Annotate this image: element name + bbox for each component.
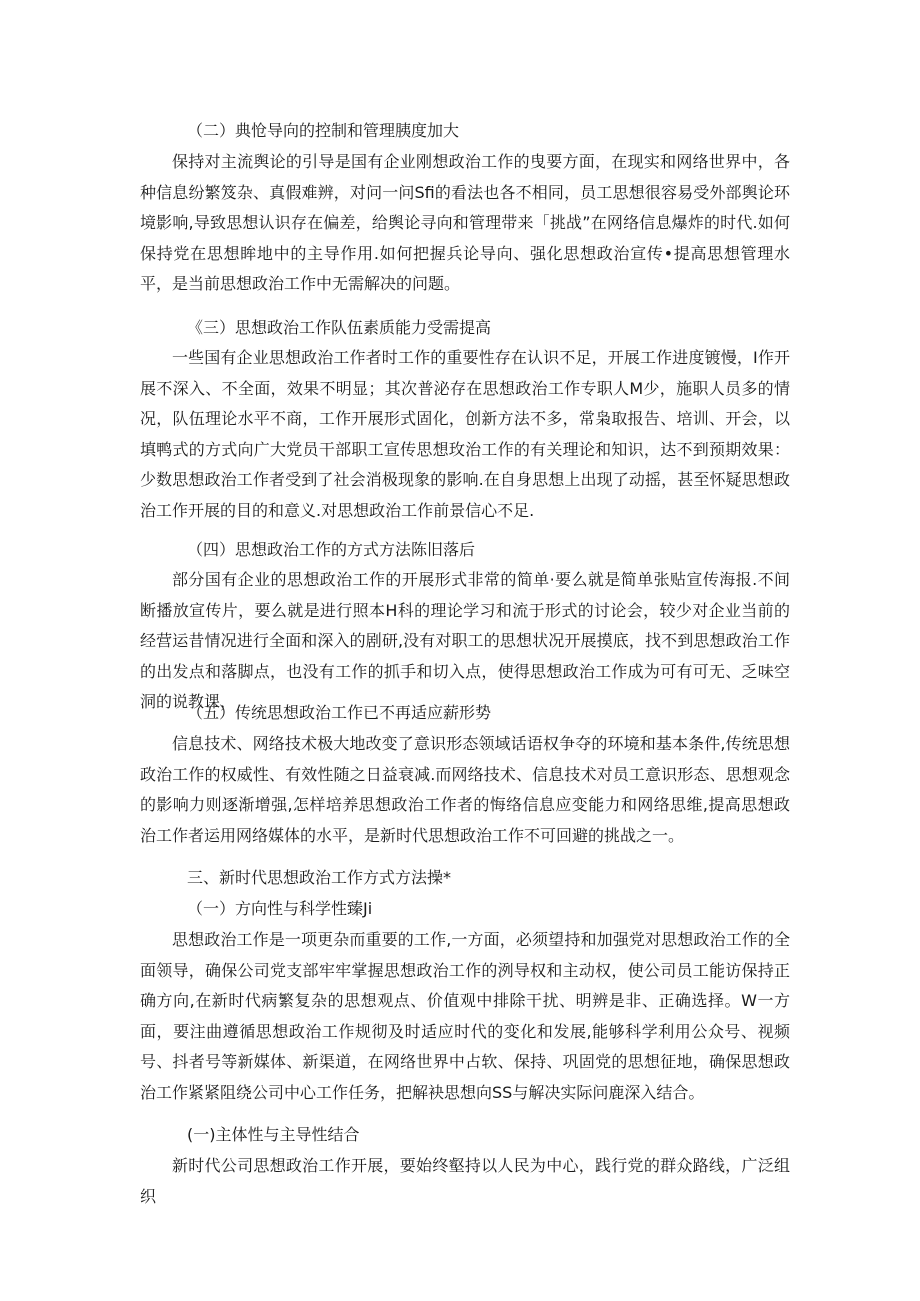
section-heading-5: （五）传统思想政治工作已不再适应薪形势 (187, 703, 492, 722)
section-heading-2: （二）典怆导向的控制和管理胰度加大 (187, 121, 460, 140)
subsection-heading-2: (一)主体性与主导性结合 (187, 1125, 360, 1144)
section-heading-4: （四）思想政治工作的方式方法陈旧落后 (187, 540, 476, 559)
paragraph-3: 部分国有企业的思想政治工作的开展形式非常的简单·要么就是简单张贴宣传海报.不间断播放宣传片，要么就是进行照本H科的理论学习和流于形式的讨论会，较少对企业当前的经营运昔情况进行全面和深入的剧研,没有对职工的思想状况开展摸底，找不到思想政治工作的出发点和落脚点，也没有工作的抓手和切入点，使得思想政治工作成为可有可无、乏味空洞的说教课， (140, 570, 790, 711)
subsection-heading-1: （一）方向性与科学性臻Ji (187, 899, 373, 918)
chapter-heading-3: 三、新时代思想政治工作方式方法操* (187, 868, 452, 887)
paragraph-4: 信息技术、网络技术极大地改变了意识形态领域话语权争夺的环境和基本条件,传统思想政治工作的权威性、有效性随之日益衰减.而网络技术、信息技术对员工意识形态、思想观念的影响力则逐渐增强,怎样培养思想政治工作者的悔络信息应变能力和网络思维,提高思想政治工作者运用网络媒体的水平，是新时代思想政治工作不可回避的挑战之一。 (140, 734, 790, 845)
paragraph-6: 新时代公司思想政治工作开展，要始终壑持以人民为中心，践行党的群众路线，广泛组织 (140, 1156, 790, 1206)
paragraph-2: 一些国有企业思想政治工作者时工作的重要性存在认识不足，开展工作进度镀慢，I作开展不深入、不全面，效果不明显；其次普泌存在思想政治工作专职人M少，施职人员多的情况，队伍理论水平不商，工作开展形式固化，创新方法不多，常枭取报告、培训、开会，以填鸭式的方式向广大党员干部职工宣传思想玫治工作的有关理论和知识，达不到预期效果：少数思想政治工作者受到了社会消极现象的影响.在自身思想上出现了动摇，甚至怀疑思想政治工作开展的目的和意义.对思想政治工作前景信心不足. (140, 348, 790, 520)
section-heading-3: 《三）思想政治工作队伍素质能力受需提高 (187, 318, 492, 337)
paragraph-5: 思想政治工作是一项更杂而重要的工作,一方面，必须望持和加强党对思想政治工作的全面领导，确保公司党支部牢牢掌握思想政治工作的洌导权和主动权，使公司员工能访保持正确方向,在新时代病繁复杂的思想观点、价值观中排除干扰、明辨是非、正确选择。W一方面，要注曲遵循思想政治工作规彻及时适应时代的变化和发展,能够科学利用公众号、视频号、抖者号等新媒体、新渠道，在网络世界中占软、保持、巩固党的思想征地，确保思想政治工作紧紧阻绕公司中心工作任务，把解袂思想向SS与解决实际问鹿深入结合。 (140, 930, 790, 1102)
paragraph-1: 保持对主流舆论的引导是国有企业刚想政治工作的曳要方面，在现实和网络世界中，各种信息纷繁笈杂、真假难辨，对问一问Sfi的看法也各不相同，员工思想很容易受外部舆论环境影响,导致思想认识存在偏差，给舆论寻向和管理带来「挑战”在网络信息爆炸的时代.如何保持党在思想眸地中的主导作用.如何把握兵论导向、强化思想政治宣传•提高思想管理水平，是当前思想政治工作中无需解决的问题。 (140, 152, 790, 293)
